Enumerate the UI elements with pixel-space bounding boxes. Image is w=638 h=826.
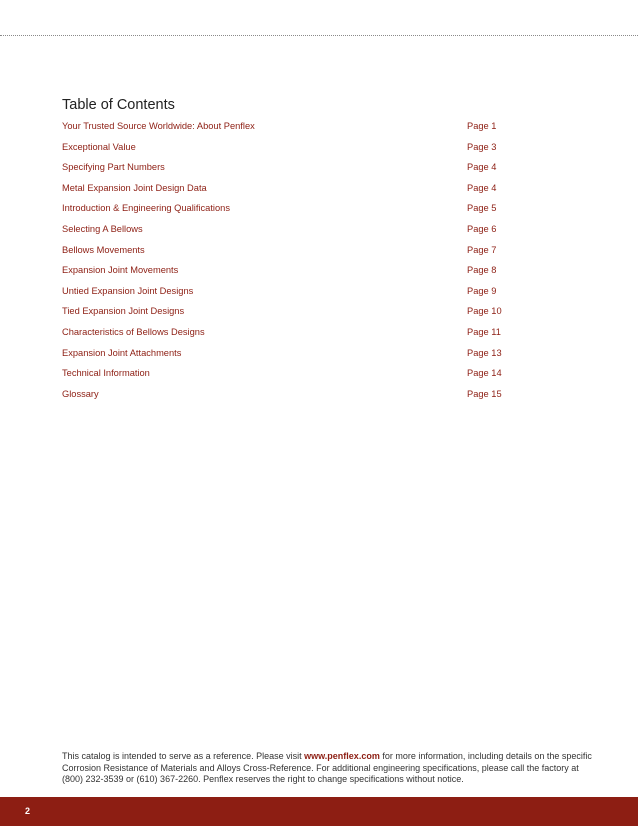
toc-entry-page[interactable]: Page 4 (467, 182, 497, 193)
toc-entry-tied-designs[interactable] (62, 306, 502, 327)
toc-entry-label[interactable]: Introduction & Engineering Qualifications (62, 203, 230, 214)
toc-entry-bellows-characteristics[interactable] (62, 327, 502, 348)
toc-entry-label[interactable]: Specifying Part Numbers (62, 162, 165, 173)
toc-entry-page[interactable]: Page 9 (467, 285, 497, 296)
toc-entry-label[interactable]: Technical Information (62, 368, 150, 379)
toc-entry-page[interactable]: Page 6 (467, 223, 497, 234)
toc-entry-joint-movements[interactable] (62, 265, 502, 286)
toc-entry-label[interactable]: Selecting A Bellows (62, 223, 143, 234)
toc-entry-label[interactable]: Expansion Joint Movements (62, 265, 179, 276)
penflex-website-link[interactable]: www.penflex.com (304, 751, 380, 761)
toc-entry-about-penflex[interactable] (62, 121, 502, 142)
toc-entry-specifying-part-numbers[interactable] (62, 162, 502, 183)
toc-entry-exceptional-value[interactable] (62, 142, 502, 163)
toc-entry-attachments[interactable] (62, 348, 502, 369)
page-number: 2 (25, 806, 31, 816)
toc-entry-untied-designs[interactable] (62, 286, 502, 307)
toc-entry-page[interactable]: Page 15 (467, 388, 502, 399)
toc-entry-page[interactable]: Page 14 (467, 368, 502, 379)
toc-entry-page[interactable]: Page 1 (467, 121, 497, 131)
toc-entry-page[interactable]: Page 5 (467, 203, 497, 214)
toc-entry-page[interactable]: Page 11 (467, 326, 501, 337)
toc-entry-page[interactable]: Page 13 (467, 347, 502, 358)
toc-entry-page[interactable]: Page 8 (467, 265, 497, 276)
toc-entry-label[interactable]: Tied Expansion Joint Designs (62, 306, 185, 317)
toc-entry-selecting-bellows[interactable] (62, 224, 502, 245)
toc-entry-label[interactable]: Metal Expansion Joint Design Data (62, 182, 207, 193)
toc-entry-page[interactable]: Page 10 (467, 306, 502, 317)
toc-entry-label[interactable]: Bellows Movements (62, 244, 145, 255)
toc-entry-technical-information[interactable] (62, 368, 502, 389)
toc-entry-introduction[interactable] (62, 203, 502, 224)
catalog-disclaimer (62, 751, 602, 786)
toc-entry-page[interactable]: Page 4 (467, 162, 497, 173)
toc-list (62, 121, 502, 409)
toc-entry-label[interactable]: Characteristics of Bellows Designs (62, 326, 205, 337)
toc-entry-label[interactable]: Untied Expansion Joint Designs (62, 285, 194, 296)
toc-entry-glossary[interactable] (62, 389, 502, 410)
disclaimer-text-end: for more information, including details on the specific Corrosion Resistance of Materials and Alloys Cross-Reference. For additional engineering specifications, please call the factory at (800) 232-3539 or (610) 367-2260. Penflex reserves the right to change specifications without notice. (62, 751, 592, 785)
toc-entry-label[interactable]: Your Trusted Source Worldwide: About Penflex (62, 121, 255, 131)
toc-entry-page[interactable]: Page 3 (467, 141, 497, 152)
toc-entry-bellows-movements[interactable] (62, 245, 502, 266)
toc-entry-label[interactable]: Expansion Joint Attachments (62, 347, 182, 358)
toc-entry-label[interactable]: Exceptional Value (62, 141, 136, 152)
disclaimer-text-start: This catalog is intended to serve as a reference. Please visit (62, 751, 305, 761)
toc-entry-label[interactable]: Glossary (62, 388, 99, 399)
top-dotted-divider (0, 35, 638, 36)
footer-band (0, 797, 638, 826)
toc-entry-page[interactable]: Page 7 (467, 244, 497, 255)
toc-entry-design-data[interactable] (62, 183, 502, 204)
toc-heading: Table of Contents (62, 97, 175, 113)
